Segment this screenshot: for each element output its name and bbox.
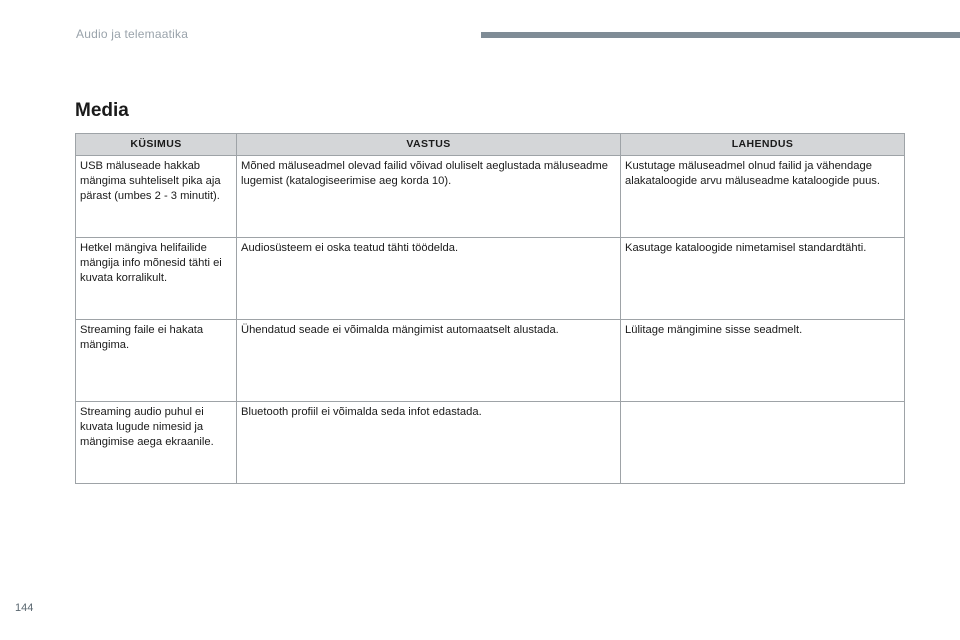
solution-cell: Lülitage mängimine sisse seadmelt. [621,320,905,402]
question-cell: Hetkel mängiva helifailide mängija info mõnesid tähti ei kuvata korralikult. [76,238,237,320]
section-title: Media [75,100,129,121]
running-header-title: Audio ja telemaatika [76,27,189,41]
question-cell: Streaming faile ei hakata mängima. [76,320,237,402]
table-row [76,238,905,320]
page-number: 144 [15,602,34,614]
solution-cell [621,402,905,484]
question-cell: USB mäluseade hakkab mängima suhteliselt pika aja pärast (umbes 2 - 3 minutit). [76,156,237,238]
answer-cell: Bluetooth profiil ei võimalda seda infot edastada. [237,402,621,484]
solution-cell: Kustutage mäluseadmel olnud failid ja vähendage alakataloogide arvu mäluseadme kataloogide puus. [621,156,905,238]
column-header-solution: LAHENDUS [621,134,905,156]
table-row [76,156,905,238]
question-cell: Streaming audio puhul ei kuvata lugude nimesid ja mängimise aega ekraanile. [76,402,237,484]
answer-cell: Mõned mäluseadmel olevad failid võivad oluliselt aeglustada mäluseadme lugemist (katalogiseerimise aeg korda 10). [237,156,621,238]
troubleshooting-table [75,133,905,484]
answer-cell: Ühendatud seade ei võimalda mängimist automaatselt alustada. [237,320,621,402]
table-row [76,402,905,484]
column-header-answer: VASTUS [237,134,621,156]
solution-cell: Kasutage kataloogide nimetamisel standardtähti. [621,238,905,320]
table-row [76,320,905,402]
header-bar [481,32,960,38]
table-header-row [76,134,905,156]
answer-cell: Audiosüsteem ei oska teatud tähti töödelda. [237,238,621,320]
column-header-question: KÜSIMUS [76,134,237,156]
